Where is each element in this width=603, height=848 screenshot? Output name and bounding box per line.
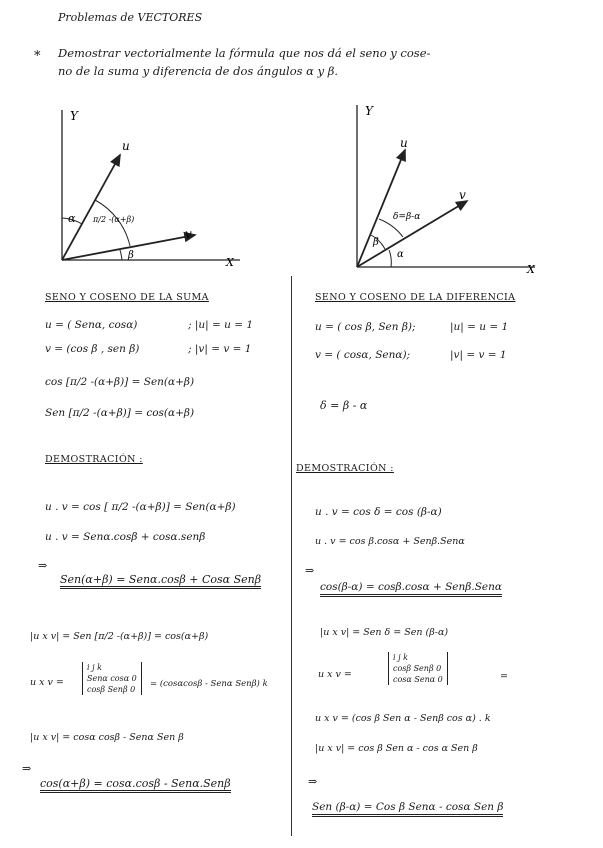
fig-right-y-label: Y xyxy=(365,104,373,118)
fig-right-v-label: v xyxy=(459,188,466,202)
fig-left-y-label: Y xyxy=(70,109,78,123)
left-matrix-row-2: Senα cosα 0 xyxy=(87,674,137,683)
left-cross-2-lhs: u x v = xyxy=(30,677,64,688)
left-cross-1: |u x v| = Sen [π/2 -(α+β)] = cos(α+β) xyxy=(30,631,209,642)
left-matrix-row-1: i j k xyxy=(87,663,102,672)
left-determinant xyxy=(82,662,142,695)
left-result-cos-sum: cos(α+β) = cosα.cosβ - Senα.Senβ xyxy=(40,778,231,793)
right-result-cos-diff: cos(β-α) = cosβ.cosα + Senβ.Senα xyxy=(320,582,502,597)
right-delta-def: δ = β - α xyxy=(320,399,368,412)
left-v-norm: ; |v| = v = 1 xyxy=(188,343,252,355)
right-cross-3: u x v = (cos β Sen α - Senβ cos α) . k xyxy=(315,713,491,724)
vector-u xyxy=(62,155,120,260)
right-demo-heading: DEMOSTRACIÓN : xyxy=(296,463,394,474)
fig-right-alpha-label: α xyxy=(397,249,404,260)
fig-left-v-label: v xyxy=(185,227,192,241)
fig-left-angle-label: π/2 -(α+β) xyxy=(93,215,135,224)
left-sen-relation: Sen [π/2 -(α+β)] = cos(α+β) xyxy=(45,407,195,419)
right-dot-2: u . v = cos β.cosα + Senβ.Senα xyxy=(315,536,465,547)
left-u-def: u = ( Senα, cosα) xyxy=(45,319,138,331)
right-v-norm: |v| = v = 1 xyxy=(450,349,507,361)
beta-arc xyxy=(120,250,122,260)
right-cross-1: |u x v| = Sen δ = Sen (β-α) xyxy=(320,627,449,638)
right-result-sin-diff: Sen (β-α) = Cos β Senα - cosα Sen β xyxy=(312,802,503,817)
left-result-sin-sum: Sen(α+β) = Senα.cosβ + Cosα Senβ xyxy=(60,574,261,589)
left-cross-2-rhs: = (cosαcosβ - Senα Senβ) k xyxy=(150,679,268,689)
left-matrix-row-3: cosβ Senβ 0 xyxy=(87,685,136,694)
right-implies-2: ⇒ xyxy=(308,775,318,788)
right-u-norm: |u| = u = 1 xyxy=(450,321,509,333)
left-v-def: v = (cos β , sen β) xyxy=(45,343,140,355)
left-dot-2: u . v = Senα.cosβ + cosα.senβ xyxy=(45,531,206,543)
right-implies-1: ⇒ xyxy=(305,564,315,577)
fig-left-u-label: u xyxy=(122,139,130,153)
figure-left-diagram xyxy=(50,100,250,270)
right-dot-1: u . v = cos δ = cos (β-α) xyxy=(315,506,442,518)
fig-right-delta-label: δ=β-α xyxy=(393,212,421,222)
bullet: * xyxy=(34,49,41,64)
vector-v xyxy=(357,201,467,267)
right-u-def: u = ( cos β, Sen β); xyxy=(315,321,416,333)
fig-left-beta-label: β xyxy=(128,250,134,261)
fig-left-alpha-label: α xyxy=(68,212,76,225)
right-matrix-row-3: cosα Senα 0 xyxy=(393,675,443,684)
fig-right-beta-label: β xyxy=(373,237,379,248)
right-matrix-row-2: cosβ Senβ 0 xyxy=(393,664,442,673)
right-determinant xyxy=(388,652,448,685)
intro-line-2: no de la suma y diferencia de dos ángulos α y β. xyxy=(58,64,339,78)
right-cross-2-lhs: u x v = xyxy=(318,669,352,680)
intro-line-1: Demostrar vectorialmente la fórmula que nos dá el seno y cose- xyxy=(58,46,431,60)
fig-left-x-label: X xyxy=(226,256,234,269)
right-v-def: v = ( cosα, Senα); xyxy=(315,349,411,361)
left-u-norm: ; |u| = u = 1 xyxy=(188,319,254,331)
right-cross-4: |u x v| = cos β Sen α - cos α Sen β xyxy=(315,743,478,754)
fig-right-u-label: u xyxy=(400,136,408,150)
right-cross-2-rhs: = xyxy=(500,671,508,682)
page-title: Problemas de VECTORES xyxy=(58,11,203,24)
left-demo-heading: DEMOSTRACIÓN : xyxy=(45,454,143,465)
left-implies-1: ⇒ xyxy=(38,559,48,572)
left-cos-relation: cos [π/2 -(α+β)] = Sen(α+β) xyxy=(45,376,195,388)
alpha-arc xyxy=(389,250,391,267)
left-implies-2: ⇒ xyxy=(22,762,32,775)
fig-right-x-label: X xyxy=(527,263,535,275)
left-heading: SENO Y COSENO DE LA SUMA xyxy=(45,292,209,303)
right-heading: SENO Y COSENO DE LA DIFERENCIA xyxy=(315,292,516,303)
left-dot-1: u . v = cos [ π/2 -(α+β)] = Sen(α+β) xyxy=(45,501,236,513)
right-matrix-row-1: i j k xyxy=(393,653,408,662)
figure-right-diagram xyxy=(345,95,545,275)
left-cross-3: |u x v| = cosα cosβ - Senα Sen β xyxy=(30,732,184,743)
column-divider xyxy=(291,276,292,836)
